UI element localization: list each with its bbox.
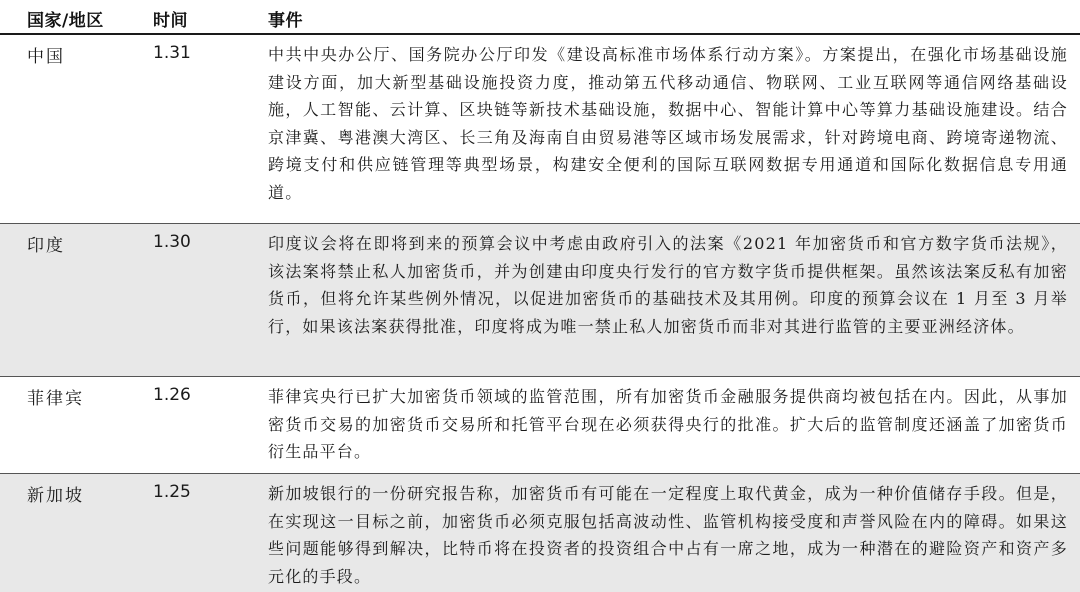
event-cell: 中共中央办公厅、国务院办公厅印发《建设高标准市场体系行动方案》。方案提出，在强化市场基础设施建设方面，加大新型基础设施投资力度，推动第五代移动通信、物联网、工业互联网等通信网络基础设施，人工智能、云计算、区块链等新技术基础设施，数据中心、智能计算中心等算力基础设施建设。结合京津冀、粤港澳大湾区、长三角及海南自由贸易港等区域市场发展需求，针对跨境电商、跨境寄递物流、跨境支付和供应链管理等典型场景，构建安全便利的国际互联网数据专用通道和国际化数据信息专用通道。 bbox=[268, 45, 1068, 202]
header-country: 国家/地区 bbox=[27, 11, 104, 31]
date-cell: 1.25 bbox=[153, 482, 191, 502]
date-cell: 1.31 bbox=[153, 43, 191, 63]
country-cell: 中国 bbox=[27, 47, 65, 67]
event-cell: 菲律宾央行已扩大加密货币领域的监管范围，所有加密货币金融服务提供商均被包括在内。因此，从事加密货币交易的加密货币交易所和托管平台现在必须获得央行的批准。扩大后的监管制度还涵盖了加密货币衍生品平台。 bbox=[268, 387, 1068, 461]
table-header bbox=[0, 0, 1080, 35]
header-time: 时间 bbox=[153, 11, 188, 31]
header-event: 事件 bbox=[268, 11, 303, 31]
table-row bbox=[0, 377, 1080, 474]
country-cell: 新加坡 bbox=[27, 486, 84, 506]
table-row bbox=[0, 224, 1080, 377]
table-row bbox=[0, 474, 1080, 592]
event-cell: 新加坡银行的一份研究报告称，加密货币有可能在一定程度上取代黄金，成为一种价值储存手段。但是，在实现这一目标之前，加密货币必须克服包括高波动性、监管机构接受度和声誉风险在内的障碍。如果这些问题能够得到解决，比特币将在投资者的投资组合中占有一席之地，成为一种潜在的避险资产和资产多元化的手段。 bbox=[268, 484, 1068, 586]
date-cell: 1.26 bbox=[153, 385, 191, 405]
event-cell: 印度议会将在即将到来的预算会议中考虑由政府引入的法案《2021 年加密货币和官方数字货币法规》，该法案将禁止私人加密货币，并为创建由印度央行发行的官方数字货币提供框架。虽然该法案反私有加密货币，但将允许某些例外情况，以促进加密货币的基础技术及其用例。印度的预算会议在 1 月至 3 月举行，如果该法案获得批准，印度将成为唯一禁止私人加密货币而非对其进行监管的主要亚洲经济体。 bbox=[268, 234, 1068, 336]
country-cell: 菲律宾 bbox=[27, 389, 84, 409]
country-cell: 印度 bbox=[27, 236, 65, 256]
date-cell: 1.30 bbox=[153, 232, 191, 252]
table-row bbox=[0, 35, 1080, 224]
